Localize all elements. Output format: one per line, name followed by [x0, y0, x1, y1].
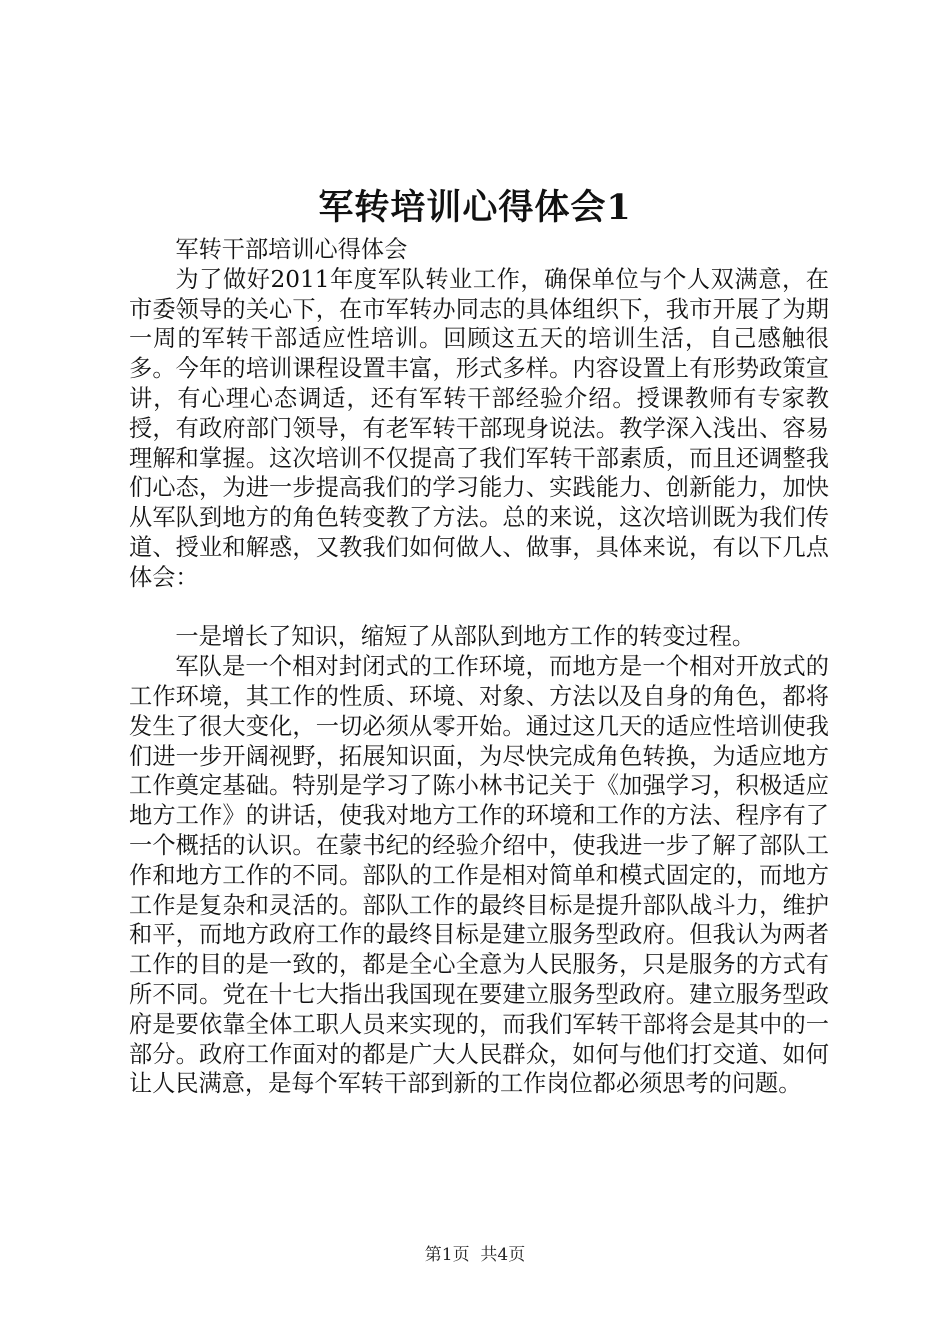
intro-paragraph: 为了做好2011年度军队转业工作，确保单位与个人双满意，在市委领导的关心下，在市军转办同志的具体组织下，我市开展了为期一周的军转干部适应性培训。回顾这五天的培训生活，自己感触很多。今年的培训课程设置丰富，形式多样。内容设置上有形势政策宣讲，有心理心态调适，还有军转干部经验介绍。授课教师有专家教授，有政府部门领导，有老军转干部现身说法。教学深入浅出、容易理解和掌握。这次培训不仅提高了我们军转干部素质，而且还调整我们心态，为进一步提高我们的学习能力、实践能力、创新能力，加快从军队到地方的角色转变教了方法。总的来说，这次培训既为我们传道、授业和解惑，又教我们如何做人、做事，具体来说，有以下几点体会：	[129, 265, 829, 591]
subtitle-paragraph: 军转干部培训心得体会	[175, 236, 408, 263]
document-title: 军转培训心得体会1	[318, 187, 632, 228]
paragraph-spacer	[129, 593, 829, 623]
point-one-heading: 一是增长了知识，缩短了从部队到地方工作的转变过程。	[175, 623, 756, 651]
point-one-paragraph: 军队是一个相对封闭式的工作环境，而地方是一个相对开放式的工作环境，其工作的性质、环境、对象、方法以及自身的角色，都将发生了很大变化，一切必须从零开始。通过这几天的适应性培训使我们进一步开阔视野，拓展知识面，为尽快完成角色转换，为适应地方工作奠定基础。特别是学习了陈小林书记关于《加强学习，积极适应地方工作》的讲话，使我对地方工作的环境和工作的方法、程序有了一个概括的认识。在蒙书纪的经验介绍中，使我进一步了解了部队工作和地方工作的不同。部队的工作是相对简单和模式固定的，而地方工作是复杂和灵活的。部队工作的最终目标是提升部队战斗力，维护和平，而地方政府工作的最终目标是建立服务型政府。但我认为两者工作的目的是一致的，都是全心全意为人民服务，只是服务的方式有所不同。党在十七大指出我国现在要建立服务型政府。建立服务型政府是要依靠全体工职人员来实现的，而我们军转干部将会是其中的一部分。政府工作面对的都是广大人民群众，如何与他们打交道、如何让人民满意，是每个军转干部到新的工作岗位都必须思考的问题。	[129, 653, 829, 1098]
document-body	[129, 235, 829, 1099]
page-number-footer: 第1页 共4页	[424, 1245, 526, 1265]
